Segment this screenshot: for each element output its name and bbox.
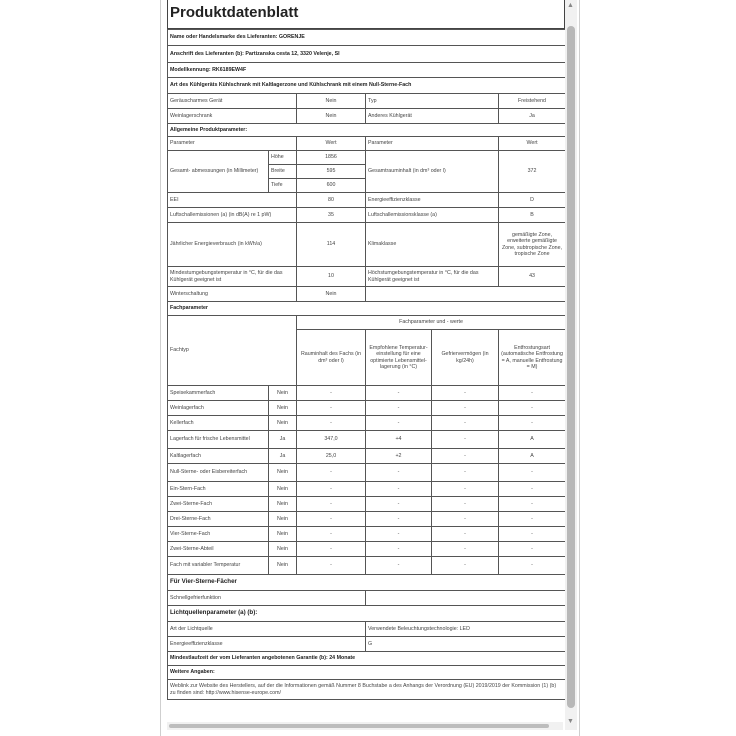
compartment-volume: - [297, 527, 366, 542]
noise-class-value: B [499, 208, 566, 223]
compartment-temperature: - [366, 464, 432, 482]
compartment-temperature: - [366, 557, 432, 575]
column-defrost-type: Entfrostungsart (automatische Entfrostung = A, manuelle Entfrostung = M) [499, 330, 566, 386]
compartment-defrost-type: - [499, 512, 566, 527]
compartment-freezing-capacity: - [432, 542, 499, 557]
eei-value: 80 [297, 193, 366, 208]
noise-value: 35 [297, 208, 366, 223]
param-header: Parameter [168, 137, 297, 151]
compartment-defrost-type: - [499, 464, 566, 482]
compartment-row [168, 542, 566, 557]
compartment-temperature: - [366, 497, 432, 512]
light-type-label: Art der Lichtquelle [168, 622, 366, 637]
climate-class-label: Klimaklasse [366, 223, 499, 267]
vertical-scrollbar[interactable] [565, 0, 577, 730]
column-temperature: Empfohlene Temperatur- einstellung für eine optimierte Lebensmittel- lagerung (in °C) [366, 330, 432, 386]
compartment-row [168, 497, 566, 512]
max-ambient-temp-label: Höchstumgebungstemperatur in °C, für die das Kühlgerät geeignet ist [366, 267, 499, 287]
min-ambient-temp-value: 10 [297, 267, 366, 287]
compartment-present: Nein [269, 386, 297, 401]
compartment-name: Zwei-Sterne-Abteil [168, 542, 269, 557]
min-ambient-temp-label: Mindestumgebungstemperatur in °C, für die das Kühlgerät geeignet ist [168, 267, 297, 287]
supplier-name: Name oder Handelsmarke des Lieferanten: GORENJE [168, 30, 566, 46]
page-title: Produktdatenblatt [167, 0, 565, 29]
width-label: Breite [269, 165, 297, 179]
scroll-down-arrow-icon[interactable]: ▼ [567, 718, 574, 725]
compartment-row [168, 401, 566, 416]
compartment-defrost-type: - [499, 497, 566, 512]
compartment-defrost-type: - [499, 542, 566, 557]
compartment-present: Nein [269, 464, 297, 482]
max-ambient-temp-value: 43 [499, 267, 566, 287]
compartment-defrost-type: - [499, 386, 566, 401]
scrollbar-thumb[interactable] [567, 26, 575, 708]
compartment-name: Null-Sterne- oder Eisbereiterfach [168, 464, 269, 482]
compartment-rows [168, 386, 566, 575]
model-identifier: Modellkennung: RK6189EW4F [168, 63, 566, 78]
compartment-present: Nein [269, 497, 297, 512]
eei-label: EEI [168, 193, 297, 208]
quick-freeze-label: Schnellgefrierfunktion [168, 591, 366, 606]
light-class-value: G [366, 637, 566, 652]
compartment-temperature: - [366, 401, 432, 416]
compartment-freezing-capacity: - [432, 401, 499, 416]
compartment-row [168, 464, 566, 482]
compartment-present: Ja [269, 449, 297, 464]
value-header-2: Wert [499, 137, 566, 151]
compartment-freezing-capacity: - [432, 431, 499, 449]
document-viewer [160, 0, 580, 736]
compartment-name: Lagerfach für frische Lebensmittel [168, 431, 269, 449]
horizontal-scrollbar-thumb[interactable] [169, 724, 549, 728]
compartment-present: Nein [269, 557, 297, 575]
noise-class-label: Luftschallemissionsklasse (a) [366, 208, 499, 223]
wine-cabinet-label: Weinlagerschrank [168, 109, 297, 124]
compartment-defrost-type: - [499, 482, 566, 497]
compartment-type-header: Fachtyp [168, 316, 297, 386]
compartment-freezing-capacity: - [432, 464, 499, 482]
param-header-2: Parameter [366, 137, 499, 151]
depth-value: 600 [297, 179, 366, 193]
compartment-temperature: - [366, 527, 432, 542]
compartment-volume: - [297, 401, 366, 416]
general-parameters-header: Allgemeine Produktparameter: [168, 124, 566, 137]
winter-switch-value: Nein [297, 287, 366, 302]
type-label: Typ [366, 94, 499, 109]
other-appliance-label: Anderes Kühlgerät [366, 109, 499, 124]
energy-class-value: D [499, 193, 566, 208]
width-value: 595 [297, 165, 366, 179]
compartment-defrost-type: A [499, 449, 566, 464]
compartment-defrost-type: - [499, 557, 566, 575]
compartment-temperature: +2 [366, 449, 432, 464]
compartment-row [168, 482, 566, 497]
compartment-temperature: - [366, 386, 432, 401]
compartment-volume: - [297, 464, 366, 482]
compartment-temperature: - [366, 542, 432, 557]
compartment-temperature: +4 [366, 431, 432, 449]
compartment-name: Fach mit variabler Temperatur [168, 557, 269, 575]
four-star-header: Für Vier-Sterne-Fächer [168, 575, 566, 591]
datasheet-table [167, 29, 566, 700]
compartment-row [168, 557, 566, 575]
winter-switch-label: Winterschaltung [168, 287, 297, 302]
compartment-present: Nein [269, 512, 297, 527]
compartment-volume: - [297, 542, 366, 557]
compartment-freezing-capacity: - [432, 416, 499, 431]
compartment-temperature: - [366, 482, 432, 497]
compartment-name: Drei-Sterne-Fach [168, 512, 269, 527]
compartment-volume: 347,0 [297, 431, 366, 449]
scroll-up-arrow-icon[interactable]: ▲ [567, 2, 574, 9]
light-type-value: Verwendete Beleuchtungstechnologie: LED [366, 622, 566, 637]
compartment-freezing-capacity: - [432, 386, 499, 401]
compartment-temperature: - [366, 512, 432, 527]
compartment-defrost-type: - [499, 527, 566, 542]
compartment-freezing-capacity: - [432, 527, 499, 542]
low-noise-value: Nein [297, 94, 366, 109]
compartment-volume: - [297, 557, 366, 575]
noise-label: Luftschallemissionen (a) (in dB(A) re 1 pW) [168, 208, 297, 223]
climate-class-value: gemäßigte Zone, erweiterte gemäßigte Zone, subtropische Zone, tropische Zone [499, 223, 566, 267]
column-volume: Rauminhalt des Fachs (in dm³ oder l) [297, 330, 366, 386]
compartment-row [168, 449, 566, 464]
compartment-volume: - [297, 512, 366, 527]
compartment-volume: 25,0 [297, 449, 366, 464]
compartment-defrost-type: - [499, 416, 566, 431]
compartment-freezing-capacity: - [432, 449, 499, 464]
compartment-present: Nein [269, 482, 297, 497]
compartment-row [168, 527, 566, 542]
compartment-row [168, 512, 566, 527]
compartment-present: Nein [269, 401, 297, 416]
horizontal-scrollbar[interactable] [167, 722, 563, 730]
compartment-present: Ja [269, 431, 297, 449]
compartment-name: Kaltlagerfach [168, 449, 269, 464]
compartment-volume: - [297, 497, 366, 512]
compartment-volume: - [297, 386, 366, 401]
compartment-present: Nein [269, 527, 297, 542]
light-class-label: Energieeffizienzklasse [168, 637, 366, 652]
height-label: Höhe [269, 151, 297, 165]
low-noise-label: Geräuscharmes Gerät [168, 94, 297, 109]
compartment-freezing-capacity: - [432, 557, 499, 575]
compartment-row [168, 431, 566, 449]
column-freezing-capacity: Gefriervermögen (in kg/24h) [432, 330, 499, 386]
compartment-freezing-capacity: - [432, 482, 499, 497]
wine-cabinet-value: Nein [297, 109, 366, 124]
compartment-name: Ein-Stern-Fach [168, 482, 269, 497]
value-header: Wert [297, 137, 366, 151]
compartment-name: Speisekammerfach [168, 386, 269, 401]
compartment-volume: - [297, 482, 366, 497]
winter-switch-empty [366, 287, 566, 302]
warranty: Mindestlaufzeit der vom Lieferanten angebotenen Garantie (b): 24 Monate [168, 652, 566, 666]
compartment-row [168, 386, 566, 401]
compartment-values-header: Fachparameter und - werte [297, 316, 566, 330]
total-volume-value: 372 [499, 151, 566, 193]
light-source-header: Lichtquellenparameter (a) (b): [168, 606, 566, 622]
depth-label: Tiefe [269, 179, 297, 193]
compartment-defrost-type: A [499, 431, 566, 449]
compartment-name: Zwei-Sterne-Fach [168, 497, 269, 512]
compartment-parameters-header: Fachparameter [168, 302, 566, 316]
compartment-present: Nein [269, 416, 297, 431]
annual-energy-label: Jährlicher Energieverbrauch (in kWh/a) [168, 223, 297, 267]
compartment-name: Vier-Sterne-Fach [168, 527, 269, 542]
compartment-volume: - [297, 416, 366, 431]
device-type: Art des Kühlgeräts Kühlschrank mit Kaltlagerzone und Kühlschrank mit einem Null-Sterne-Fach [168, 78, 566, 94]
total-volume-label: Gesamtrauminhalt (in dm³ oder l) [366, 151, 499, 193]
more-info-header: Weitere Angaben: [168, 666, 566, 680]
compartment-temperature: - [366, 416, 432, 431]
dimensions-label: Gesamt- abmessungen (in Millimeter) [168, 151, 269, 193]
energy-class-label: Energieeffizienzklasse [366, 193, 499, 208]
compartment-present: Nein [269, 542, 297, 557]
height-value: 1856 [297, 151, 366, 165]
product-datasheet [167, 0, 565, 700]
compartment-name: Weinlagerfach [168, 401, 269, 416]
compartment-defrost-type: - [499, 401, 566, 416]
compartment-freezing-capacity: - [432, 497, 499, 512]
compartment-freezing-capacity: - [432, 512, 499, 527]
other-appliance-value: Ja [499, 109, 566, 124]
annual-energy-value: 114 [297, 223, 366, 267]
compartment-row [168, 416, 566, 431]
quick-freeze-value [366, 591, 566, 606]
compartment-name: Kellerfach [168, 416, 269, 431]
type-value: Freistehend [499, 94, 566, 109]
supplier-address: Anschrift des Lieferanten (b): Partizanska cesta 12, 3320 Velenje, SI [168, 46, 566, 63]
more-info-text: Weblink zur Website des Herstellers, auf der die Informationen gemäß Nummer 8 Buchstabe a des Anhangs der Verordnung (EU) 2019/2019 der Kommission (1) (b) zu finden sind: http://www.hisense-europe.com/ [168, 680, 566, 700]
